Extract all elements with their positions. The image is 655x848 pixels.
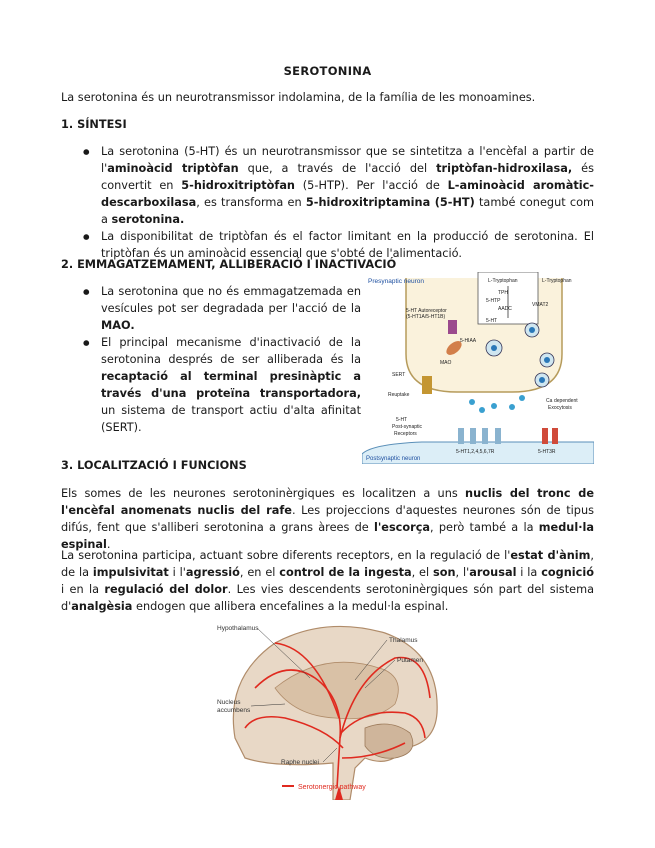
putamen-label: Putamen bbox=[397, 657, 424, 664]
accumbens-label: accumbens bbox=[217, 707, 251, 714]
tryptophan-label-2: L-Tryptophan bbox=[542, 278, 572, 284]
intro-paragraph: La serotonina és un neurotransmissor indolamina, de la família de les monoamines. bbox=[61, 91, 536, 104]
5hiaa-label: 5-HIAA bbox=[460, 338, 477, 344]
aadc-label: AADC bbox=[498, 306, 512, 312]
page-title: SEROTONINA bbox=[283, 64, 372, 78]
presynaptic-label: Presynaptic neuron bbox=[368, 278, 425, 285]
5htp-label: 5-HTP bbox=[486, 298, 501, 304]
tph-label: TPH bbox=[498, 290, 508, 296]
location-paragraph: Els somes de les neurones serotoninèrgiques es localitzen a uns nuclis del tronc de l'encèfal anomenats nuclis del rafe. Les projeccions d'aquestes neurones són de tipus difús, fent que s'alliberi serotonina a grans àrees de l'escorça, però també a la medul·la espinal. bbox=[61, 487, 595, 551]
section-heading-storage: 2. EMMAGATZEMAMENT, ALLIBERACIÓ I INACTIVACIÓ bbox=[61, 258, 397, 271]
receptor-5ht3-label: 5-HT3R bbox=[538, 449, 556, 455]
list-item: ● El principal mecanisme d'inactivació de la serotonina després de ser alliberada és la recaptació al terminal presinàptic a través d'una proteïna transportadora, un sistema de transport actiu d'alta afinitat (SERT). bbox=[61, 334, 361, 436]
calcium-label: Ca bbox=[546, 398, 553, 404]
nucleus-label: Nucleus bbox=[217, 699, 241, 706]
tryptophan-label: L-Tryptophan bbox=[488, 278, 518, 284]
list-item: ● La serotonina (5-HT) és un neurotransmissor que se sintetitza a l'encèfal a partir de l'aminoàcid triptòfan que, a través de l'acció del triptòfan-hidroxilasa, és convertit en 5-hidroxitriptòfan (5-HTP). Per l'acció de L-aminoàcid aromàtic-descarboxilasa, es transforma en 5-hidroxitriptamina (5-HT) també conegut com a serotonina. bbox=[61, 143, 594, 228]
functions-paragraph: La serotonina participa, actuant sobre diferents receptors, en la regulació de l'estat d'ànim, de la impulsivitat i l'agressió, en el control de la ingesta, el son, l'arousal i la cognició i en la regulació del dolor. Les vies descendents serotoninèrgiques són part del sistema d'analgèsia endogen que allibera encefalines a la medul·la espinal. bbox=[61, 549, 594, 613]
autoreceptor-types: (5-HT1A/5-HT1B) bbox=[406, 314, 446, 320]
exocytosis-label: Exocytosis bbox=[548, 405, 572, 411]
hypothalamus-label: Hypothalamus bbox=[217, 625, 259, 632]
receptor-types-label: 5-HT1,2,4,5,6,7R bbox=[456, 449, 495, 455]
storage-list bbox=[61, 283, 361, 436]
section-heading-synthesis: 1. SÍNTESI bbox=[61, 118, 127, 131]
postsynaptic-neuron-label: Postsynaptic neuron bbox=[366, 456, 421, 462]
vmat2-label: VMAT2 bbox=[532, 302, 549, 308]
raphe-label: Raphe nuclei bbox=[281, 759, 319, 766]
5ht-label: 5-HT bbox=[486, 318, 498, 324]
synapse-diagram bbox=[362, 272, 594, 464]
postsynaptic-5ht-label: 5-HT bbox=[396, 417, 408, 423]
brain-pathway-diagram bbox=[215, 618, 455, 800]
legend-label: Serotonergic pathway bbox=[298, 784, 366, 791]
postsynaptic-label: Post-synaptic bbox=[392, 424, 423, 430]
section-heading-location: 3. LOCALITZACIÓ I FUNCIONS bbox=[61, 459, 247, 472]
calcium-dependent-label: dependent bbox=[554, 398, 578, 404]
thalamus-label: Thalamus bbox=[389, 637, 418, 644]
list-item: ● La serotonina que no és emmagatzemada en vesícules pot ser degradada per l'acció de la MAO. bbox=[61, 283, 361, 334]
mao-label: MAO bbox=[440, 360, 452, 366]
reuptake-label: Reuptake bbox=[388, 392, 410, 398]
list-item: ● La disponibilitat de triptòfan és el factor limitant en la producció de serotonina. El triptòfan és un aminoàcid essencial que s'obté de l'alimentació. bbox=[61, 228, 594, 262]
sert-label: SERT bbox=[392, 372, 406, 378]
pathway-legend bbox=[282, 780, 402, 794]
autoreceptor-label: 5-HT Autoreceptor bbox=[406, 308, 447, 314]
receptors-label: Receptors bbox=[394, 431, 417, 437]
synthesis-list bbox=[61, 143, 594, 262]
